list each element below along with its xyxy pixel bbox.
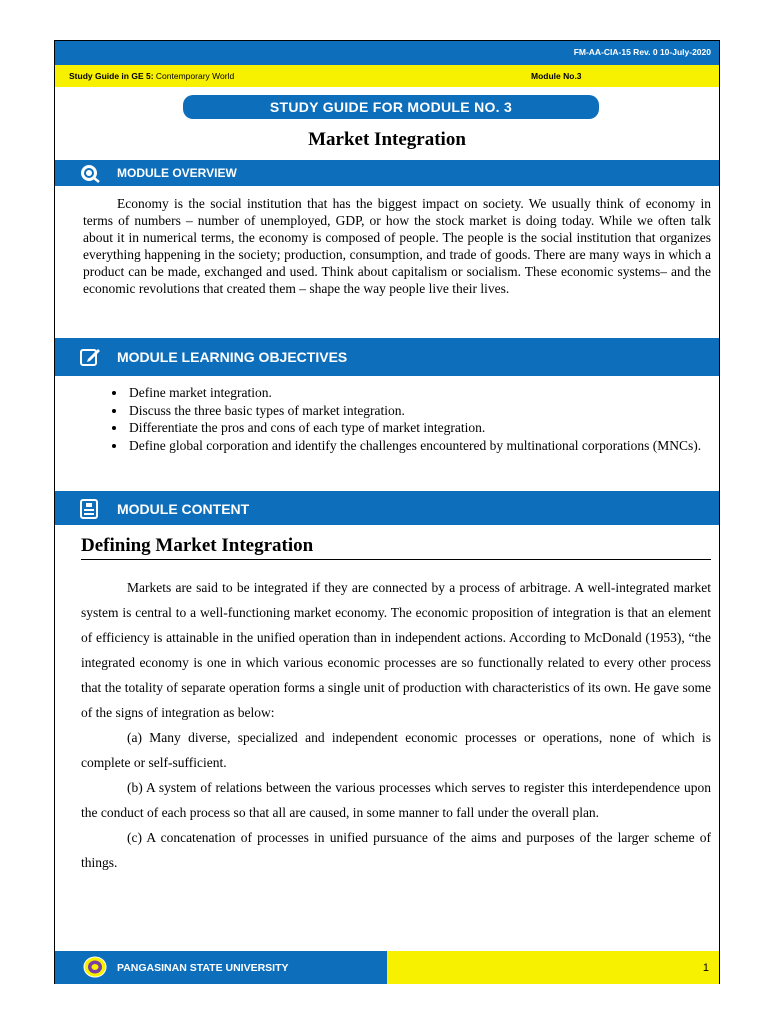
header-course-bar	[55, 65, 719, 87]
study-guide-title: STUDY GUIDE FOR MODULE NO. 3	[183, 95, 599, 119]
module-overview-text: Economy is the social institution that has the biggest impact on society. We usually think of economy in terms of numbers – number of unemployed, GDP, or how the stock market is doing today. While we often talk about it in numerical terms, the economy is composed of people. The people is the social institution that organizes everything happening in the society; production, consumption, and trade of goods. There are many ways in which a product can be made, exchanged and used. Think about capitalism or socialism. These economic systems– and the economic revolutions that created them – shape the way people live their lives.	[83, 196, 711, 296]
form-code: FM-AA-CIA-15 Rev. 0 10-July-2020	[573, 47, 711, 57]
study-guide-label	[69, 71, 234, 81]
module-overview-header	[55, 160, 719, 186]
document-icon	[79, 499, 99, 522]
objective-item: • Differentiate the pros and cons of each type of market integration.	[127, 419, 735, 437]
learning-objectives-header	[55, 338, 719, 376]
header-top-bar	[55, 41, 719, 65]
document-page	[54, 40, 720, 984]
module-number: Module No.3	[531, 71, 582, 81]
content-paragraph: Markets are said to be integrated if they are connected by a process of arbitrage. A well-integrated market system is central to a well-functioning market economy. The economic proposition of integration is that an element of efficiency is attainable in the unified operation than in independent actions. According to McDonald (1953), “the integrated economy is one in which various economic processes are so functionally related to every other process that the totality of separate operation forms a single unit of production with characteristics of its own. He gave some of the signs of integration as below:	[81, 580, 711, 720]
module-content-heading: MODULE CONTENT	[117, 501, 250, 517]
edit-icon	[79, 346, 101, 371]
module-content-header	[55, 491, 719, 525]
content-paragraph: (c) A concatenation of processes in unified pursuance of the aims and purposes of the larger scheme of things.	[81, 830, 711, 870]
study-guide-prefix: Study Guide in GE 5:	[69, 71, 154, 81]
learning-objectives-heading: MODULE LEARNING OBJECTIVES	[117, 349, 348, 365]
section-title: Defining Market Integration	[81, 535, 711, 560]
module-overview-heading: MODULE OVERVIEW	[117, 166, 237, 180]
objectives-list	[103, 384, 735, 454]
objective-item: • Define market integration.	[127, 384, 735, 402]
content-paragraph: (b) A system of relations between the various processes which serves to register this interdependence upon the conduct of each process so that all are caused, in some manner to fall under the overall plan.	[81, 780, 711, 820]
objective-item: • Discuss the three basic types of market integration.	[127, 402, 735, 420]
university-name: PANGASINAN STATE UNIVERSITY	[117, 962, 289, 974]
footer-university-bar	[55, 951, 387, 984]
module-title: Market Integration	[308, 129, 466, 150]
page-number: 1	[702, 962, 709, 974]
search-icon	[79, 163, 101, 186]
university-seal-icon	[83, 956, 107, 983]
study-guide-course: Contemporary World	[155, 71, 235, 81]
content-body	[81, 575, 711, 875]
footer-page-bar	[387, 951, 719, 984]
objective-item: • Define global corporation and identify the challenges encountered by multinational corporations (MNCs).	[127, 437, 735, 455]
content-paragraph: (a) Many diverse, specialized and independent economic processes or operations, none of which is complete or self-sufficient.	[81, 730, 711, 770]
